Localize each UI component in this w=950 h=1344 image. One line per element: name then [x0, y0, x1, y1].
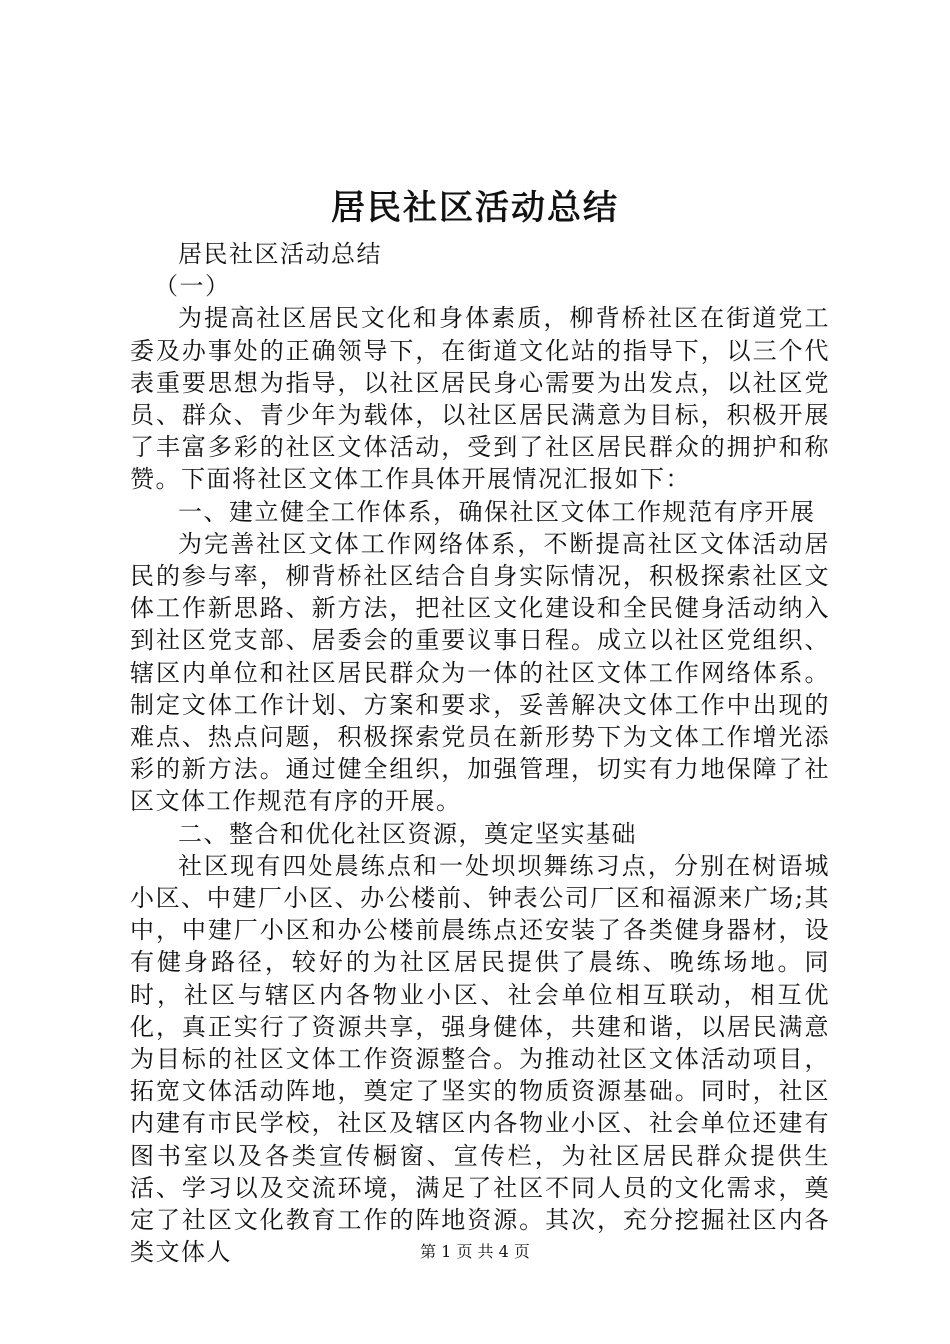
document-body [130, 238, 830, 1269]
heading-section-2: 二、整合和优化社区资源，奠定坚实基础 [178, 819, 637, 848]
subtitle: 居民社区活动总结 [178, 240, 382, 268]
document-title: 居民社区活动总结 [331, 188, 619, 228]
paragraph-section-2: 社区现有四处晨练点和一处坝坝舞练习点，分别在树语城小区、中建厂小区、办公楼前、钟表公司厂区和福源来广场;其中，中建厂小区和办公楼前晨练点还安装了各类健身器材，设有健身路径，较好的为社区居民提供了晨练、晚练场地。同时，社区与辖区内各物业小区、社会单位相互联动，相互优化，真正实行了资源共享，强身健体，共建和谐，以居民满意为目标的社区文体工作资源整合。为推动社区文体活动项目，拓宽文体活动阵地，奠定了坚实的物质资源基础。同时，社区内建有市民学校，社区及辖区内各物业小区、社会单位还建有图书室以及各类宣传橱窗、宣传栏，为社区居民群众提供生活、学习以及交流环境，满足了社区不同人员的文化需求，奠定了社区文化教育工作的阵地资源。其次，充分挖掘社区内各类文体人 [130, 851, 830, 1267]
heading-section-1: 一、建立健全工作体系，确保社区文体工作规范有序开展 [178, 497, 816, 526]
paragraph-section-1: 为完善社区文体工作网络体系，不断提高社区文体活动居民的参与率，柳背桥社区结合自身实际情况，积极探索社区文体工作新思路、新方法，把社区文化建设和全民健身活动纳入到社区党支部、居委会的重要议事日程。成立以社区党组织、辖区内单位和社区居民群众为一体的社区文体工作网络体系。制定文体工作计划、方案和要求，妥善解决文体工作中出现的难点、热点问题，积极探索党员在新形势下为文体工作增光添彩的新方法。通过健全组织，加强管理，切实有力地保障了社区文体工作规范有序的开展。 [130, 529, 830, 816]
paragraph-intro: 为提高社区居民文化和身体素质，柳背桥社区在街道党工委及办事处的正确领导下，在街道文化站的指导下，以三个代表重要思想为指导，以社区居民身心需要为出发点，以社区党员、群众、青少年为载体，以社区居民满意为目标，积极开展了丰富多彩的社区文体活动，受到了社区居民群众的拥护和称赞。下面将社区文体工作具体开展情况汇报如下： [130, 304, 830, 494]
page-number-footer: 第 1 页 共 4 页 [420, 1242, 530, 1261]
section-mark: （一） [154, 272, 231, 301]
